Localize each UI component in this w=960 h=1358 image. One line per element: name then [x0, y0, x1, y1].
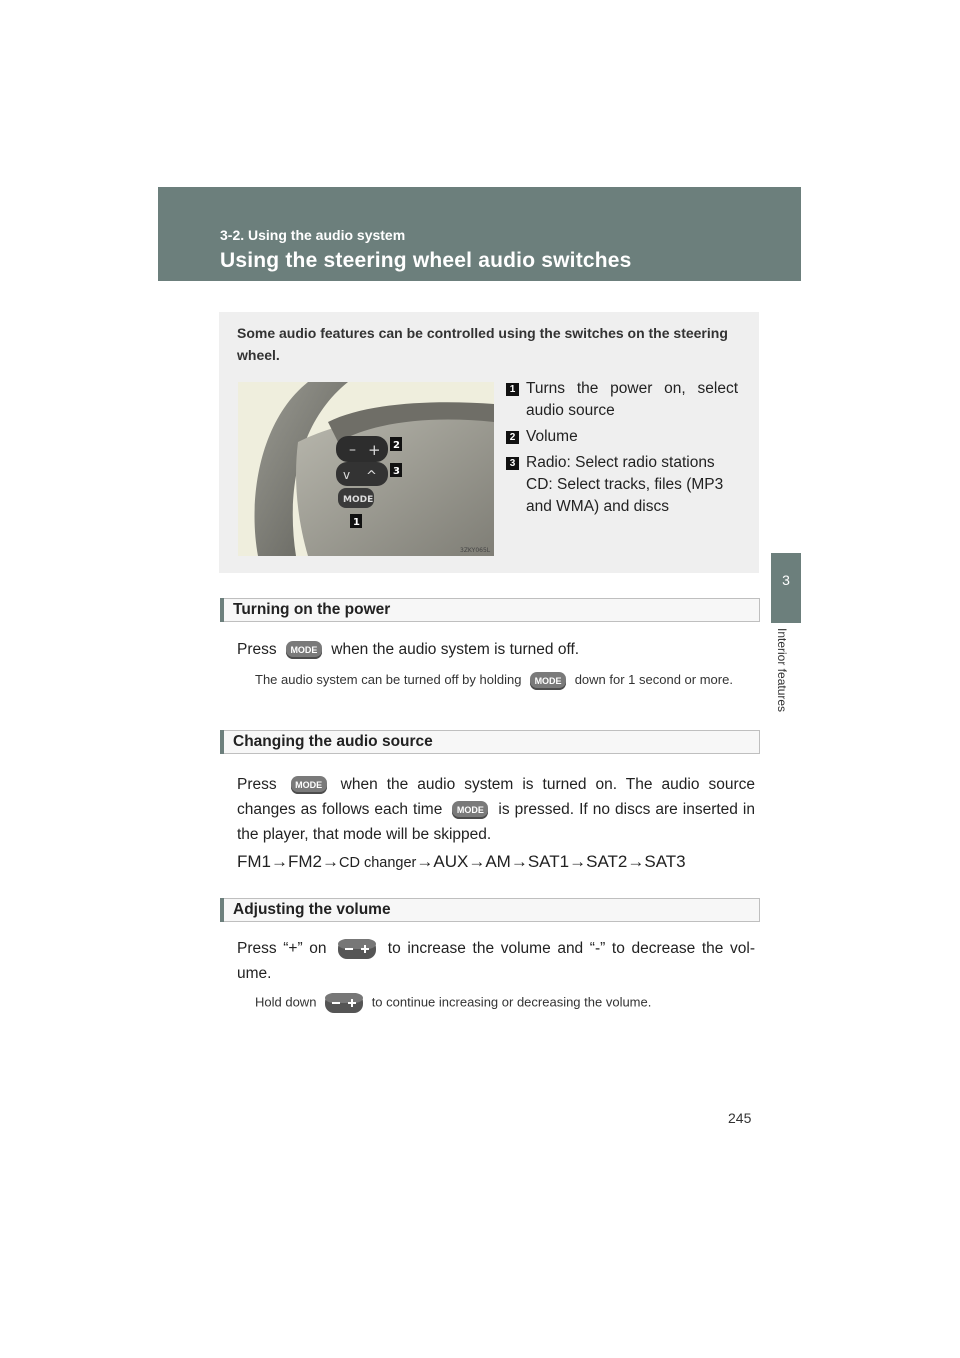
heading-bar-volume [220, 898, 760, 922]
mode-button-icon: MODE [286, 641, 322, 659]
heading-bar-source [220, 730, 760, 754]
seq-sat2: SAT2 [586, 852, 628, 871]
steering-wheel-illustration [238, 382, 494, 556]
mode-button-icon: MODE [291, 776, 327, 794]
seq-fm2: FM2 [288, 852, 322, 871]
mode-button-icon: MODE [452, 801, 488, 819]
legend-text-1: Turns the power on, select audio source [526, 380, 738, 419]
legend-num-3: 3 [506, 457, 519, 470]
seq-arrow: → [322, 852, 339, 871]
power-note [255, 670, 755, 690]
legend-num-2: 2 [506, 431, 519, 444]
seq-arrow: → [569, 852, 587, 871]
section-label: 3-2. Using the audio system [220, 227, 406, 243]
source-sequence [237, 852, 686, 872]
seq-fm1: FM1 [237, 852, 271, 871]
seq-arrow: → [468, 852, 486, 871]
seq-arrow: → [271, 852, 288, 871]
seq-arrow: → [416, 852, 434, 871]
callout-2: 2 [393, 440, 400, 451]
legend-text-2: Volume [526, 428, 578, 445]
heading-source: Changing the audio source [233, 733, 433, 750]
svg-text:–: – [349, 442, 356, 458]
source-paragraph [237, 772, 755, 847]
page-number: 245 [728, 1110, 752, 1126]
wheel-mode-label: MODE [343, 495, 374, 505]
volume-after-text: to increase the volume and “-” to decrease the vol-ume. [237, 940, 756, 982]
svg-text:^: ^ [366, 469, 377, 484]
seq-arrow: → [510, 852, 528, 871]
heading-bar-power [220, 598, 760, 622]
heading-power: Turning on the power [233, 601, 391, 618]
svg-text:v: v [343, 468, 351, 482]
svg-text:+: + [368, 441, 381, 459]
power-after-text: when the audio system is turned off. [331, 641, 580, 658]
power-note-before: The audio system can be turned off by holding [255, 672, 522, 687]
chapter-side-label-text: Interior features [775, 628, 789, 713]
chapter-header [158, 187, 801, 281]
source-after-text: is pressed. If no discs are inserted in the player, that mode will be skipped. [237, 801, 755, 843]
figure-legend [506, 378, 738, 522]
seq-arrow: → [627, 852, 645, 871]
legend-text-3a: Radio: Select radio stations [526, 454, 715, 471]
power-press-text: Press [237, 641, 277, 658]
power-paragraph [237, 637, 755, 662]
seq-sat1: SAT1 [527, 852, 570, 871]
legend-num-1: 1 [506, 383, 519, 396]
callout-3: 3 [393, 466, 400, 477]
callout-1: 1 [353, 517, 360, 528]
seq-cd-changer: CD changer [339, 855, 417, 871]
volume-paragraph [237, 936, 755, 986]
figure-code: 3ZKY065L [460, 547, 491, 554]
intro-text: Some audio features can be controlled using the switches on the steering wheel. [237, 325, 728, 363]
mode-button-icon: MODE [530, 672, 566, 690]
volume-before-text: Press “+” on [237, 940, 327, 957]
seq-am: AM [485, 852, 511, 871]
volume-switch-icon [324, 992, 364, 1014]
legend-item-1 [506, 378, 738, 422]
volume-switch-icon [337, 938, 377, 960]
power-note-after: down for 1 second or more. [574, 672, 733, 687]
heading-volume: Adjusting the volume [233, 901, 391, 918]
volume-note [255, 992, 755, 1014]
legend-item-2 [506, 426, 738, 448]
seq-sat3: SAT3 [644, 852, 686, 871]
chapter-tab: 3 [771, 553, 801, 623]
steering-wheel-figure [238, 382, 494, 556]
volume-note-before: Hold down [255, 994, 317, 1010]
legend-text-3b: CD: Select tracks, files (MP3 and WMA) and discs [526, 476, 724, 515]
source-mid-text: when the audio system is turned on. The audio source changes as follows each time [237, 776, 755, 818]
seq-aux: AUX [433, 852, 469, 871]
chapter-side-label [773, 628, 799, 738]
page-title: Using the steering wheel audio switches [220, 249, 632, 272]
volume-note-after: to continue increasing or decreasing the volume. [371, 994, 652, 1010]
legend-item-3 [506, 452, 738, 518]
source-press-text: Press [237, 776, 277, 793]
